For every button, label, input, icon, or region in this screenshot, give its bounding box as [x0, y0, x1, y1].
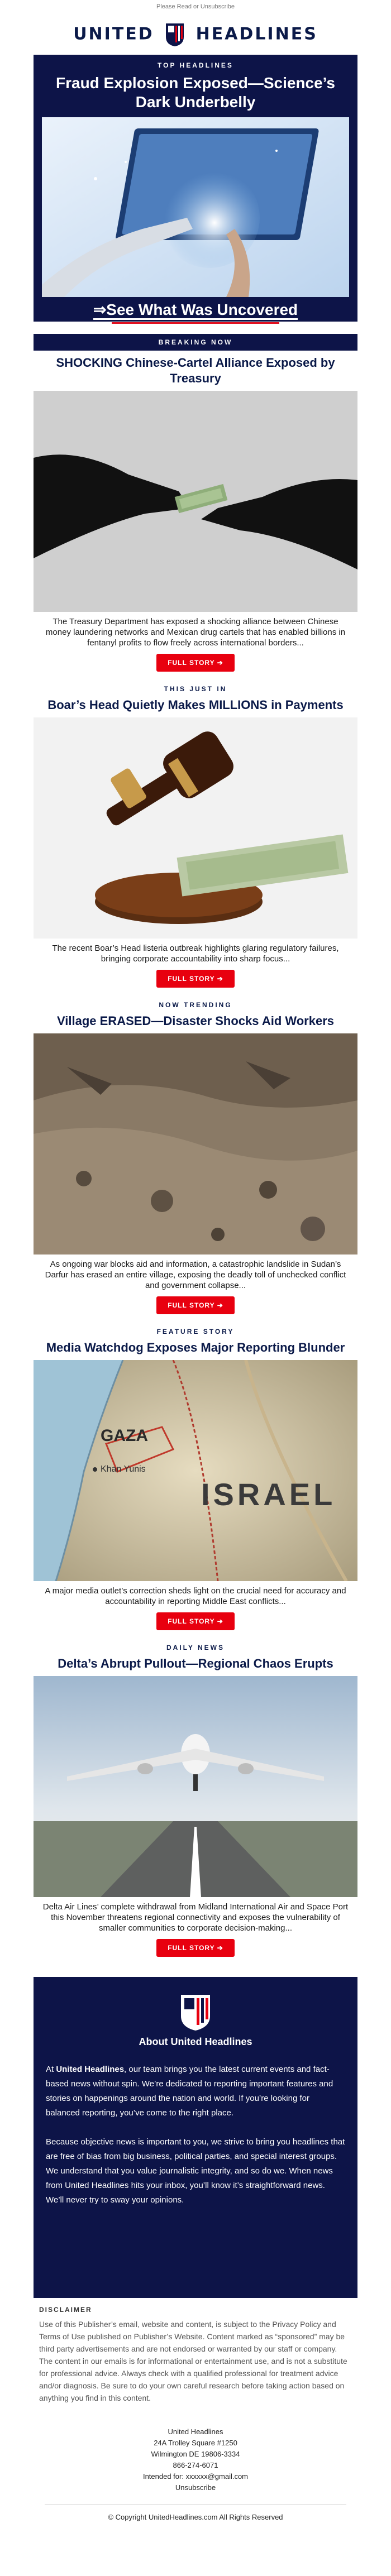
about-paragraph-1	[46, 2062, 345, 2120]
story-title[interactable]: Village ERASED—Disaster Shocks Aid Workers	[57, 1014, 334, 1028]
hero-label: TOP HEADLINES	[158, 61, 233, 69]
full-story-button[interactable]: FULL STORY ➔	[156, 1296, 235, 1314]
map-label-israel: ISRAEL	[201, 1477, 336, 1512]
story-image-map[interactable]	[34, 1360, 357, 1581]
hero-image[interactable]	[42, 117, 349, 297]
about-p1-after: , our team brings you the latest current events and fact-based news without spin. We’re dedicated to reporting important features and stories on happenings around the nation and world. If you’re looking for balanced reporting, you’ve come to the right place.	[46, 2065, 333, 2118]
disclaimer-text: Use of this Publisher’s email, website and content, is subject to the Privacy Policy and Terms of Use published on Publisher’s Website. Content marked as “sponsored” may be third party advertisements and are not endorsed or warranted by our staff or company. The content in our emails is for informational or entertainment use, and is not a substitute for professional advice. Always check with a qualified professional for treatment advice and/or diagnosis. Be sure to do your own careful research before taking action based on anything you find in this content.	[39, 2320, 347, 2402]
story-feature	[34, 1328, 357, 1630]
address-company: United Headlines	[168, 2427, 223, 2436]
about-flag-icon	[34, 1977, 357, 2032]
story-image-airplane[interactable]	[34, 1676, 357, 1897]
disclaimer-heading: DISCLAIMER	[39, 2306, 92, 2314]
map-label-gaza: GAZA	[101, 1426, 148, 1445]
full-story-button[interactable]: FULL STORY ➔	[156, 1939, 235, 1957]
section-label: BREAKING NOW	[34, 334, 357, 351]
about-section	[34, 1977, 357, 2298]
story-summary: As ongoing war blocks aid and information, a catastrophic landslide in Sudan’s Darfur has erased an entire village, exposing the deadly toll of unchecked conflict and government collapse...	[45, 1260, 346, 1290]
story-summary: The recent Boar’s Head listeria outbreak highlights glaring regulatory failures, bringing corporate accountability into sharp focus...	[52, 944, 339, 964]
about-paragraph-2: Because objective news is important to you, we strive to bring you headlines that are free of bias from big business, political parties, and special interest groups. We understand that you value journalistic integrity, and so do we. When news from United Headlines hits your inbox, you’ll know it’s straightforward news. We’ll never try to sway your opinions.	[46, 2137, 345, 2205]
hero-section	[34, 55, 357, 322]
story-this-just-in	[34, 685, 357, 988]
about-p1-before: At	[46, 2065, 56, 2074]
hero-title[interactable]: Fraud Explosion Exposed—Science’s Dark Underbelly	[56, 74, 335, 111]
story-summary: A major media outlet’s correction sheds light on the crucial need for accuracy and accountability in reporting Middle East conflicts...	[45, 1586, 346, 1606]
footer-address	[34, 2426, 357, 2493]
unsubscribe-link[interactable]: Unsubscribe	[175, 2483, 216, 2492]
story-now-trending	[34, 1001, 357, 1314]
map-label-khan-yunis: Khan Yunis	[101, 1464, 146, 1474]
brand-logo[interactable]	[34, 12, 357, 55]
address-intended: Intended for: xxxxxx@gmail.com	[142, 2472, 249, 2481]
story-title[interactable]: SHOCKING Chinese-Cartel Alliance Exposed by Treasury	[56, 356, 335, 385]
story-breaking-now	[34, 334, 357, 672]
hero-cta-underline	[112, 322, 279, 324]
story-summary: Delta Air Lines’ complete withdrawal from Midland International Air and Space Port this November threatens regional connectivity and exposes the vulnerability of smaller communities to corporate decision-making...	[42, 1902, 349, 1933]
address-phone: 866-274-6071	[173, 2461, 218, 2469]
hero-cta-link[interactable]	[34, 300, 357, 319]
brand-left: UNITED	[73, 24, 154, 44]
hero-cta-text[interactable]: ⇒See What Was Uncovered	[93, 301, 298, 320]
story-image-gavel-money[interactable]	[34, 717, 357, 939]
story-title[interactable]: Boar’s Head Quietly Makes MILLIONS in Payments	[47, 698, 344, 712]
section-label: FEATURE STORY	[156, 1328, 235, 1335]
story-image-handshake-money[interactable]	[34, 391, 357, 612]
address-city: Wilmington DE 19806-3334	[151, 2450, 240, 2458]
story-summary: The Treasury Department has exposed a shocking alliance between Chinese money laundering networks and Mexican drug cartels that has enabled billions in fentanyl profits to flow freely across international borders...	[45, 617, 346, 648]
disclaimer	[39, 2306, 352, 2404]
story-title[interactable]: Delta’s Abrupt Pullout—Regional Chaos Erupts	[58, 1656, 333, 1670]
story-daily-news	[34, 1644, 357, 1957]
section-label: THIS JUST IN	[164, 685, 227, 693]
about-title: About United Headlines	[139, 2036, 252, 2047]
flag-icon	[165, 22, 185, 47]
address-street: 24A Trolley Square #1250	[154, 2439, 237, 2447]
full-story-button[interactable]: FULL STORY ➔	[156, 1612, 235, 1630]
brand-right: HEADLINES	[196, 24, 318, 44]
full-story-button[interactable]: FULL STORY ➔	[156, 654, 235, 672]
story-title[interactable]: Media Watchdog Exposes Major Reporting Blunder	[46, 1340, 345, 1354]
copyright: © Copyright UnitedHeadlines.com All Rights Reserved	[108, 2513, 283, 2521]
section-label: DAILY NEWS	[166, 1644, 225, 1651]
story-image-landslide[interactable]	[34, 1033, 357, 1255]
preheader-link[interactable]: Please Read or Unsubscribe	[156, 3, 235, 10]
section-label: NOW TRENDING	[159, 1001, 232, 1009]
about-brand: United Headlines	[56, 2065, 125, 2074]
preheader[interactable]	[34, 0, 357, 12]
full-story-button[interactable]: FULL STORY ➔	[156, 970, 235, 988]
